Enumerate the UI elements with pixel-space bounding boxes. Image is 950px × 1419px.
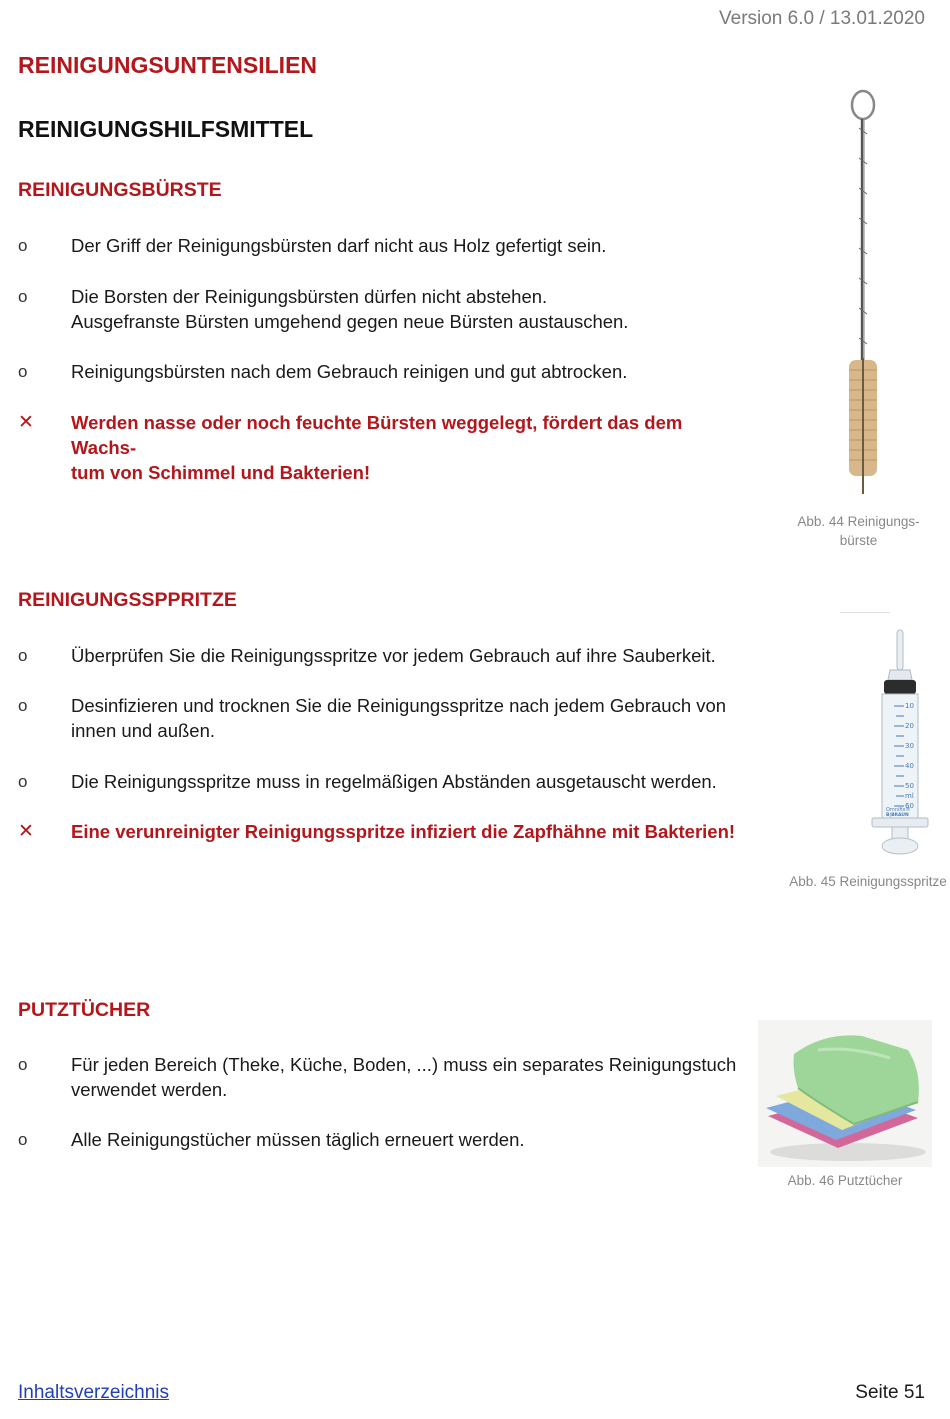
syringe-unit: ml: [905, 792, 914, 800]
version-label: Version 6.0 / 13.01.2020: [719, 8, 925, 29]
section-heading-cloths: PUTZTÜCHER: [18, 999, 151, 1021]
syringe-image: [862, 626, 934, 858]
bullet-marker: o: [18, 1130, 28, 1149]
bullet-marker: o: [18, 236, 28, 255]
bullet-marker: o: [18, 772, 28, 791]
list-item: [18, 769, 748, 794]
syringe-maker: B|BRAUN: [886, 813, 909, 818]
bullet-marker: o: [18, 287, 28, 306]
syringe-mark: 50: [905, 782, 914, 790]
list-item-text: Überprüfen Sie die Reinigungsspritze vor jedem Gebrauch auf ihre Sauberkeit.: [71, 645, 716, 666]
syringe-brand: Omnifix®: [886, 807, 911, 813]
cleaning-brush-image: [838, 88, 888, 500]
syringe-mark: 30: [905, 742, 914, 750]
page-number: Seite 51: [855, 1382, 925, 1403]
warning-item: [18, 410, 748, 485]
page-title: REINIGUNGSUNTENSILIEN: [18, 52, 318, 78]
toc-link[interactable]: Inhaltsverzeichnis: [18, 1382, 170, 1403]
list-item: [18, 1127, 748, 1152]
list-item-text: Die Reinigungsspritze muss in regelmäßigen Abständen ausgetauscht werden.: [71, 771, 717, 792]
warning-text: Eine verunreinigter Reinigungsspritze infiziert die Zapfhähne mit Bakterien!: [71, 821, 736, 842]
list-item: [18, 284, 748, 334]
warning-text: Werden nasse oder noch feuchte Bürsten weggelegt, fördert das dem Wachs- tum von Schimmel und Bakterien!: [71, 412, 683, 483]
syringe-mark: 60: [905, 802, 914, 810]
bullet-marker: o: [18, 696, 28, 715]
figure-caption-cloths: Abb. 46 Putztücher: [787, 1173, 903, 1188]
list-item: [18, 233, 748, 258]
divider: [840, 612, 890, 613]
warning-item: [18, 819, 748, 844]
bullet-marker: o: [18, 362, 28, 381]
cleaning-cloths-image: [758, 1020, 932, 1167]
list-item: [18, 643, 748, 668]
bullet-marker: o: [18, 646, 28, 665]
list-item-text: Der Griff der Reinigungsbürsten darf nicht aus Holz gefertigt sein.: [71, 235, 607, 256]
list-item: [18, 693, 748, 743]
figure-caption-brush: Abb. 44 Reinigungs- bürste: [797, 514, 920, 548]
section-heading-syringe: REINIGUNGSSPPRITZE: [18, 589, 237, 611]
list-item-text: Die Borsten der Reinigungsbürsten dürfen nicht abstehen. Ausgefranste Bürsten umgehend gegen neue Bürsten austauschen.: [71, 286, 629, 332]
list-item-text: Reinigungsbürsten nach dem Gebrauch reinigen und gut abtrocken.: [71, 361, 628, 382]
list-item-text: Für jeden Bereich (Theke, Küche, Boden, ...) muss ein separates Reinigungstuch verwendet werden.: [71, 1054, 737, 1100]
list-item: [18, 359, 748, 384]
bullet-marker: o: [18, 1055, 28, 1074]
list-item-text: Desinfizieren und trocknen Sie die Reinigungsspritze nach jedem Gebrauch von innen und außen.: [71, 695, 727, 741]
syringe-mark: 20: [905, 722, 914, 730]
section-heading-brush: REINIGUNGSBÜRSTE: [18, 179, 222, 201]
list-item: [18, 1052, 748, 1102]
page-subtitle: REINIGUNGSHILFSMITTEL: [18, 116, 314, 142]
syringe-mark: 10: [905, 702, 914, 710]
syringe-mark: 40: [905, 762, 914, 770]
cross-icon: ✕: [18, 821, 34, 842]
figure-caption-syringe: Abb. 45 Reinigungsspritze: [789, 874, 947, 889]
list-item-text: Alle Reinigungstücher müssen täglich erneuert werden.: [71, 1129, 525, 1150]
cross-icon: ✕: [18, 412, 34, 433]
